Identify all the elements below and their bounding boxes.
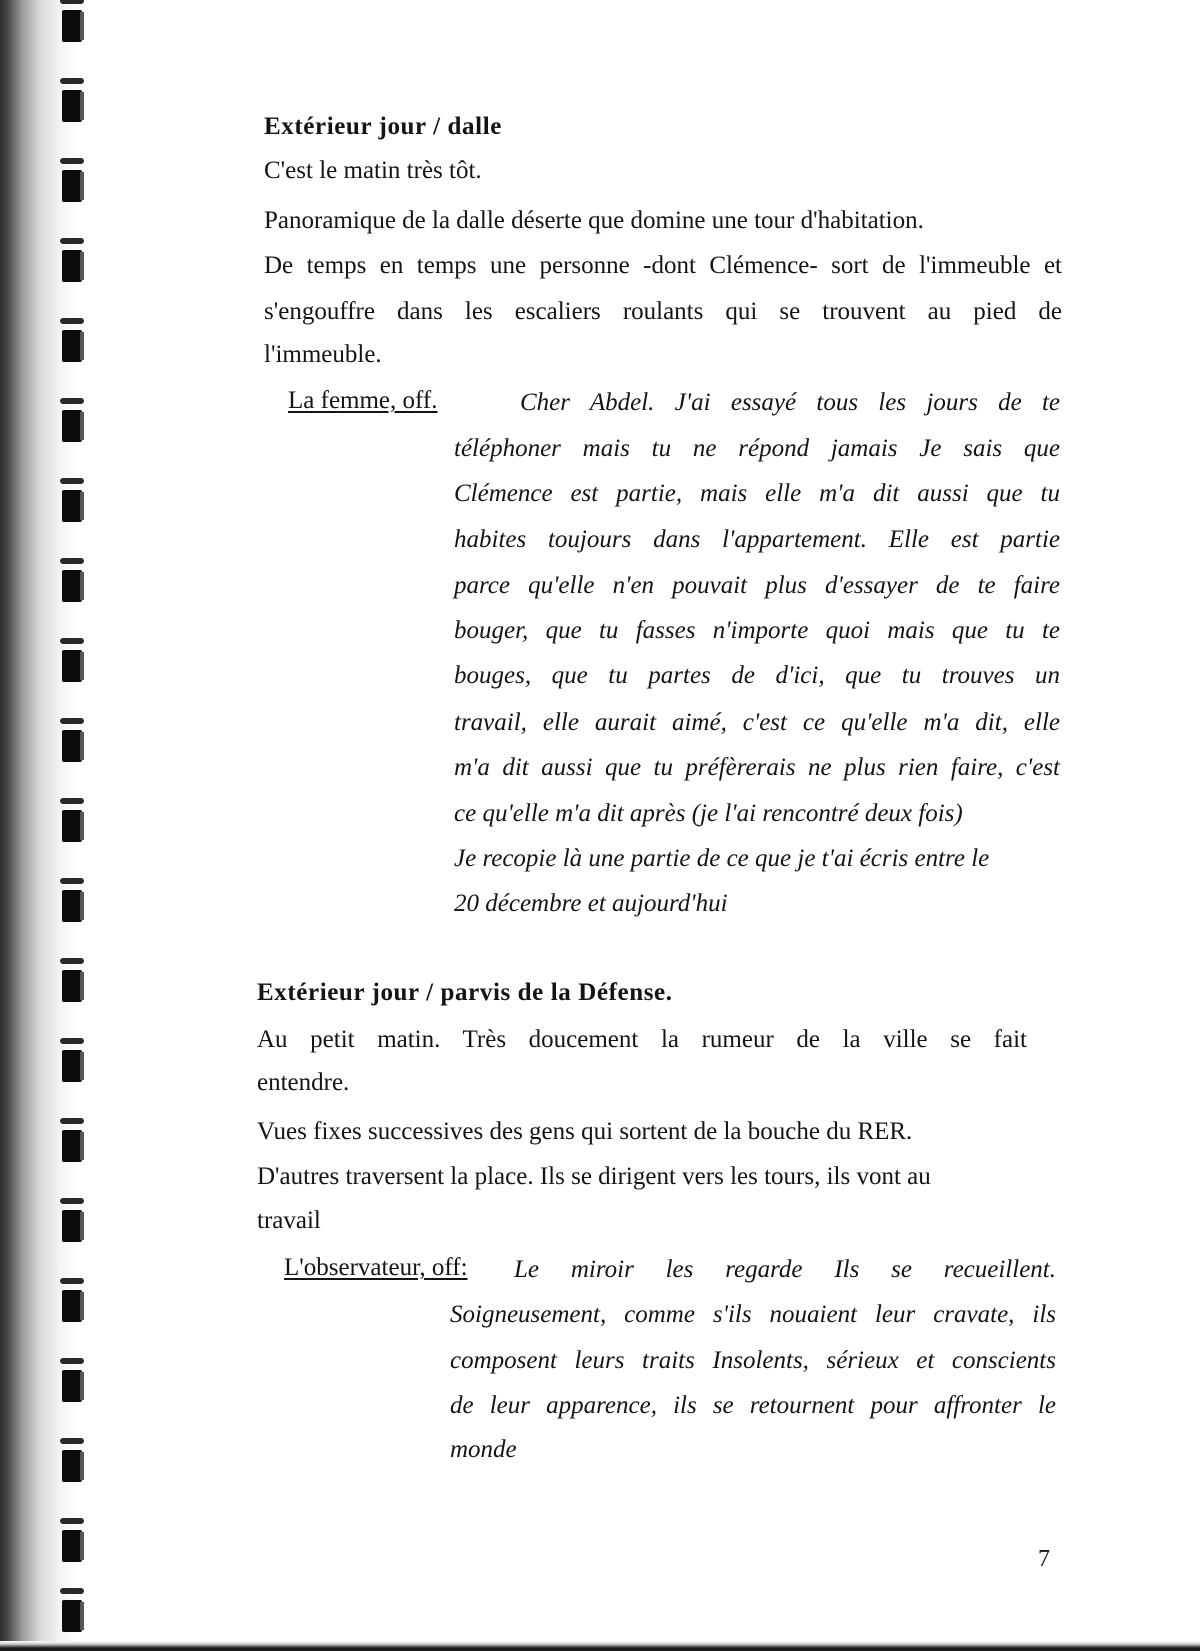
binding-ring: [62, 1050, 82, 1082]
binding-ring: [62, 890, 82, 922]
action-line: Au petit matin. Très doucement la rumeur de la ville se fait: [257, 1026, 1027, 1053]
binding-ring: [62, 1530, 82, 1562]
action-line: D'autres traversent la place. Ils se dirigent vers les tours, ils vont au: [257, 1163, 931, 1190]
dialogue-line: m'a dit aussi que tu préfèrerais ne plus rien faire, c'est: [454, 754, 1060, 781]
speaker-label: L'observateur, off:: [284, 1254, 468, 1281]
scene-heading: Extérieur jour / dalle: [264, 113, 502, 140]
dialogue-line: Je recopie là une partie de ce que je t'ai écris entre le: [454, 845, 990, 872]
binding-ring: [62, 330, 82, 362]
binding-ring: [62, 1210, 82, 1242]
dialogue-line: parce qu'elle n'en pouvait plus d'essayer de te faire: [454, 572, 1060, 599]
action-line: Vues fixes successives des gens qui sortent de la bouche du RER.: [257, 1118, 913, 1145]
binding-ring: [62, 1290, 82, 1322]
binding-ring: [62, 10, 82, 42]
action-line: s'engouffre dans les escaliers roulants qui se trouvent au pied de: [264, 298, 1062, 325]
binding-ring: [62, 1450, 82, 1482]
binding-ring: [62, 490, 82, 522]
dialogue-line: 20 décembre et aujourd'hui: [454, 890, 728, 917]
spiral-binding: [0, 0, 110, 1651]
binding-ring: [62, 1370, 82, 1402]
binding-ring: [62, 810, 82, 842]
binding-ring: [62, 170, 82, 202]
binding-ring: [62, 650, 82, 682]
binding-ring: [62, 730, 82, 762]
dialogue-line: Le miroir les regarde Ils se recueillent.: [514, 1256, 1056, 1283]
dialogue-line: travail, elle aurait aimé, c'est ce qu'elle m'a dit, elle: [454, 709, 1060, 736]
binding-ring: [62, 570, 82, 602]
binding-ring: [62, 1130, 82, 1162]
dialogue-line: de leur apparence, ils se retournent pour affronter le: [450, 1392, 1056, 1419]
dialogue-line: bouger, que tu fasses n'importe quoi mais que tu te: [454, 617, 1060, 644]
dialogue-line: téléphoner mais tu ne répond jamais Je sais que: [454, 435, 1060, 462]
page-bottom-edge: [0, 1641, 1200, 1651]
dialogue-line: monde: [450, 1436, 517, 1463]
action-line: De temps en temps une personne -dont Clémence- sort de l'immeuble et: [264, 252, 1062, 279]
dialogue-line: Clémence est partie, mais elle m'a dit aussi que tu: [454, 480, 1060, 507]
binding-ring: [62, 1600, 82, 1632]
scene-heading: Extérieur jour / parvis de la Défense.: [257, 979, 673, 1006]
dialogue-line: habites toujours dans l'appartement. Elle est partie: [454, 526, 1060, 553]
action-line: entendre.: [257, 1069, 350, 1096]
dialogue-line: Cher Abdel. J'ai essayé tous les jours de te: [520, 389, 1060, 416]
dialogue-line: composent leurs traits Insolents, sérieux et conscients: [450, 1347, 1056, 1374]
action-line: travail: [257, 1207, 321, 1234]
binding-ring: [62, 970, 82, 1002]
speaker-label: La femme, off.: [288, 387, 438, 414]
action-line: C'est le matin très tôt.: [264, 157, 482, 184]
action-line: Panoramique de la dalle déserte que domine une tour d'habitation.: [264, 207, 924, 234]
dialogue-line: ce qu'elle m'a dit après (je l'ai rencontré deux fois): [454, 800, 963, 827]
dialogue-line: bouges, que tu partes de d'ici, que tu trouves un: [454, 662, 1060, 689]
page-number: 7: [1038, 1546, 1050, 1572]
action-line: l'immeuble.: [264, 341, 382, 368]
binding-ring: [62, 90, 82, 122]
dialogue-line: Soigneusement, comme s'ils nouaient leur cravate, ils: [450, 1301, 1056, 1328]
binding-ring: [62, 410, 82, 442]
binding-ring: [62, 250, 82, 282]
